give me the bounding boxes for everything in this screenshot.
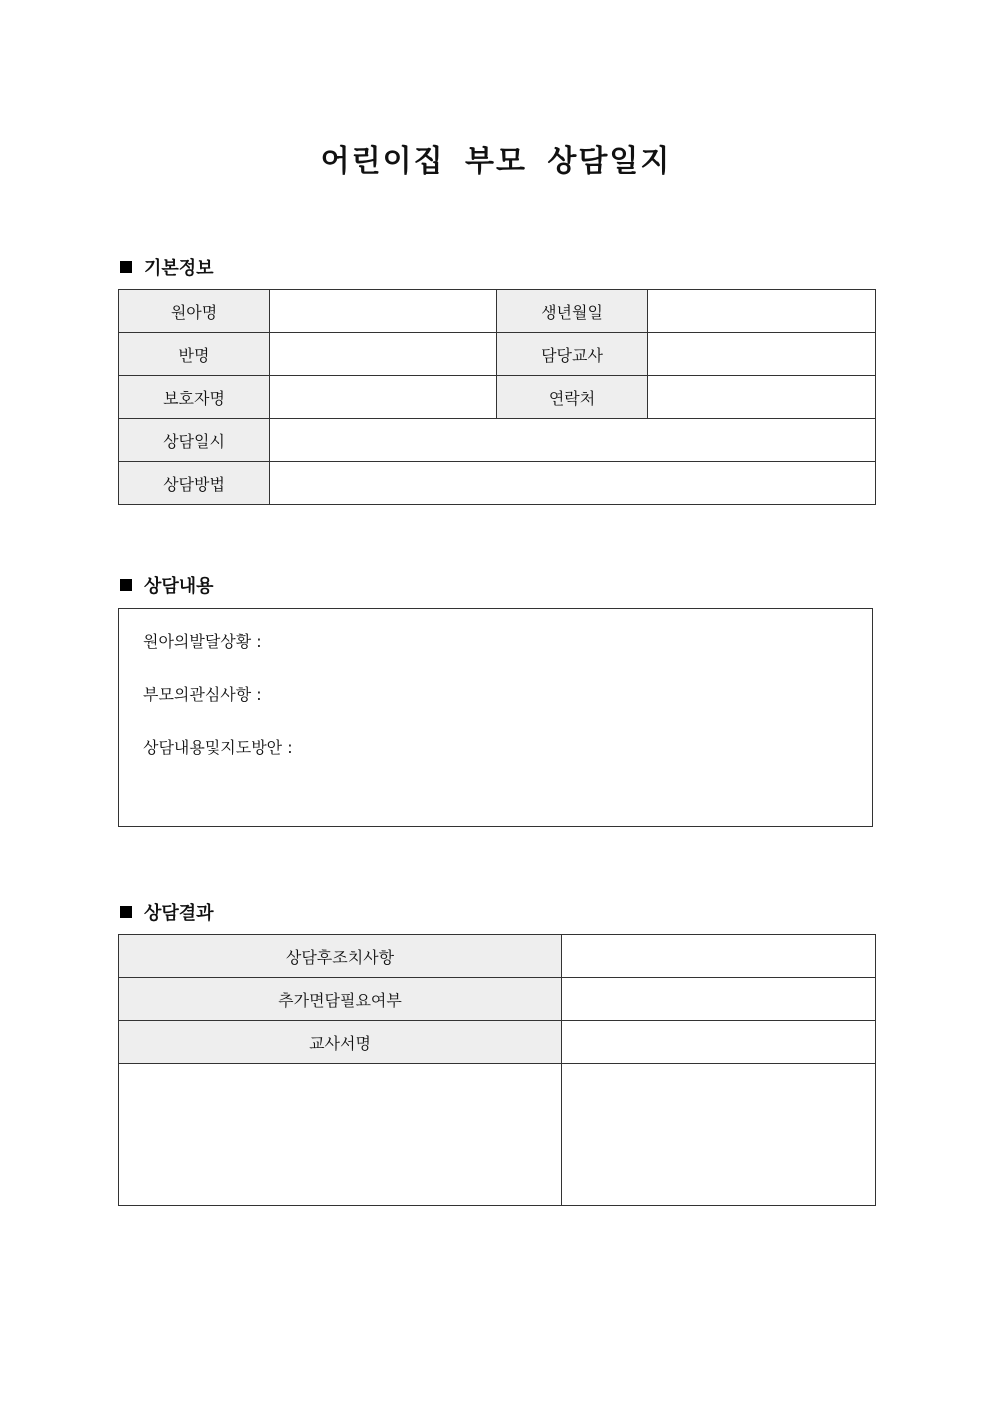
consultation-content-box[interactable] <box>118 608 873 827</box>
label-teacher-signature: 교사서명 <box>119 1021 562 1064</box>
field-additional-meeting[interactable] <box>562 978 876 1021</box>
field-bottom-right[interactable] <box>562 1064 876 1206</box>
table-row <box>119 376 876 419</box>
label-contact: 연락처 <box>497 376 648 419</box>
label-birth-date: 생년월일 <box>497 290 648 333</box>
section-heading-label: 상담결과 <box>144 903 214 924</box>
field-birth-date[interactable] <box>648 290 876 333</box>
label-child-name: 원아명 <box>119 290 270 333</box>
section-heading-label: 기본정보 <box>144 258 214 279</box>
square-bullet-icon <box>120 579 132 591</box>
label-teacher: 담당교사 <box>497 333 648 376</box>
field-class-name[interactable] <box>270 333 497 376</box>
label-additional-meeting: 추가면담필요여부 <box>119 978 562 1021</box>
table-row <box>119 978 876 1021</box>
field-teacher[interactable] <box>648 333 876 376</box>
section-heading-consultation-result <box>120 899 214 925</box>
table-row <box>119 935 876 978</box>
table-row <box>119 462 876 505</box>
field-guardian-name[interactable] <box>270 376 497 419</box>
field-consultation-method[interactable] <box>270 462 876 505</box>
section-heading-consultation-content <box>120 572 214 598</box>
label-class-name: 반명 <box>119 333 270 376</box>
square-bullet-icon <box>120 261 132 273</box>
field-contact[interactable] <box>648 376 876 419</box>
field-child-name[interactable] <box>270 290 497 333</box>
table-row <box>119 333 876 376</box>
field-bottom-left[interactable] <box>119 1064 562 1206</box>
content-line-parent-concerns: 부모의관심사항 : <box>143 685 262 704</box>
section-heading-basic-info <box>120 254 214 280</box>
field-consultation-datetime[interactable] <box>270 419 876 462</box>
table-row <box>119 1021 876 1064</box>
table-row <box>119 1064 876 1206</box>
table-row <box>119 419 876 462</box>
table-row <box>119 290 876 333</box>
label-follow-up-actions: 상담후조치사항 <box>119 935 562 978</box>
section-heading-label: 상담내용 <box>144 576 214 597</box>
consultation-result-table <box>118 934 876 1206</box>
page-title: 어린이집 부모 상담일지 <box>320 144 672 179</box>
field-teacher-signature[interactable] <box>562 1021 876 1064</box>
square-bullet-icon <box>120 906 132 918</box>
basic-info-table <box>118 289 876 505</box>
content-line-guidance-plan: 상담내용및지도방안 : <box>143 738 293 757</box>
field-follow-up-actions[interactable] <box>562 935 876 978</box>
label-guardian-name: 보호자명 <box>119 376 270 419</box>
label-consultation-datetime: 상담일시 <box>119 419 270 462</box>
label-consultation-method: 상담방법 <box>119 462 270 505</box>
content-line-child-development: 원아의발달상황 : <box>143 632 262 651</box>
